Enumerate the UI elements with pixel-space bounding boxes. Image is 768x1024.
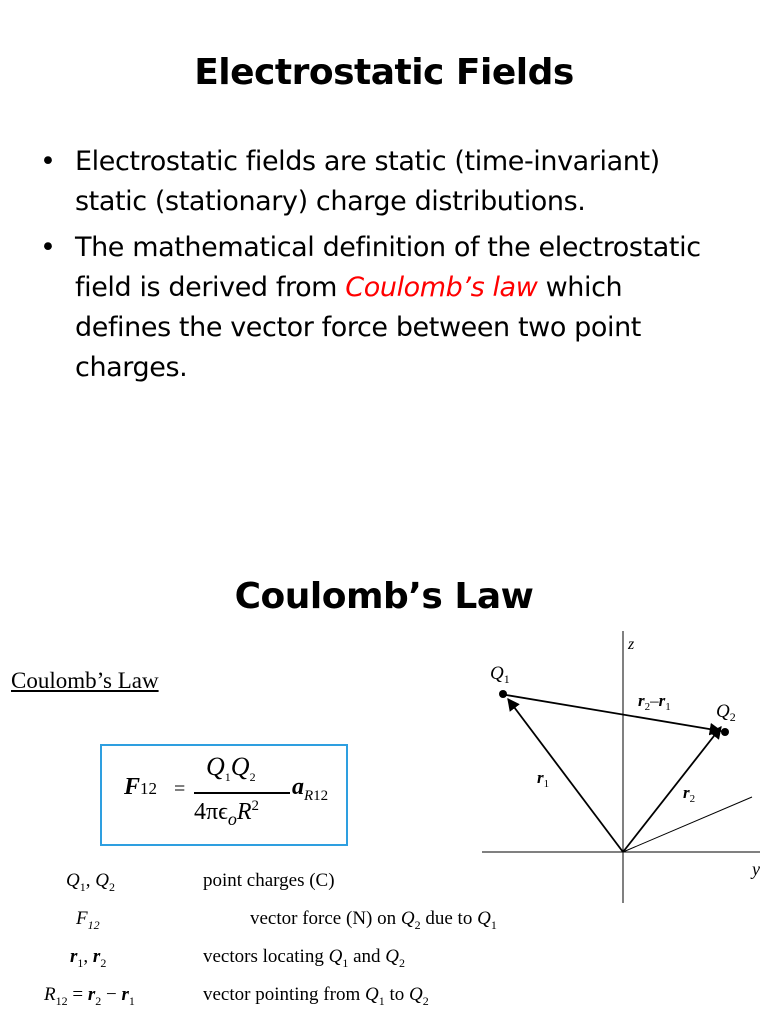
slide-title: Electrostatic Fields — [194, 52, 574, 93]
x-axis — [623, 797, 752, 852]
bullet-text: Electrostatic fields are static (time-invariant) static (stationary) charge distributions. — [75, 146, 660, 217]
symbol: $F_{12}$ — [76, 908, 100, 932]
bullet-icon: • — [40, 146, 56, 177]
bullet-item — [40, 142, 720, 222]
bullet-text-end: which defines the vector force between two point charges. — [75, 272, 641, 383]
desc-part: and — [348, 946, 386, 967]
q1-label: $Q_1$ — [490, 663, 510, 686]
formula-lhs: F12 — [124, 774, 158, 800]
symbol: $r_1$, $r_2$ — [70, 946, 107, 970]
symbol-description: vector pointing from $Q_1$ to $Q_2$ — [203, 984, 429, 1008]
z-axis-label: z — [628, 636, 635, 653]
formula-box — [100, 744, 348, 846]
slide-title: Coulomb’s Law — [234, 576, 534, 617]
symbol: $R_{12} = r_2 - r_1$ — [44, 984, 135, 1008]
formula-denominator: $4\pi\epsilon_oR^2$ — [194, 798, 260, 829]
vector-diagram — [470, 625, 768, 915]
fraction-bar — [194, 792, 290, 794]
symbol-description: vector force (N) on $Q_2$ due to $Q_1$ — [250, 908, 497, 932]
y-axis-label: y — [752, 859, 760, 879]
symbol-description: vectors locating $Q_1$ and $Q_2$ — [203, 946, 405, 970]
desc-part: vector force (N) on — [250, 908, 401, 929]
desc-part: to — [384, 984, 410, 1005]
symbol: $Q_1$, $Q_2$ — [66, 870, 115, 894]
symbol-description: point charges (C) — [203, 870, 335, 891]
bullet-icon: • — [40, 232, 56, 263]
coulombs-law-highlight: Coulomb’s law — [345, 272, 538, 303]
r2-label: $r_2$ — [683, 783, 696, 805]
bullet-text-start: The mathematical definition of the electrostatic field is derived from — [75, 232, 701, 303]
bullet-text — [75, 232, 701, 383]
desc-part: due to — [420, 908, 478, 929]
figure-heading: Coulomb’s Law — [11, 668, 159, 693]
bullet-item — [40, 228, 720, 388]
charge-q2-point — [721, 728, 729, 736]
desc-part: vector pointing from — [203, 984, 365, 1005]
bullet-list — [40, 142, 720, 394]
formula-numerator: $Q_1Q_2$ — [206, 752, 256, 785]
charge-q1-point — [499, 690, 507, 698]
vector-r1 — [508, 699, 623, 852]
q2-label: $Q_2$ — [716, 701, 736, 724]
r2-minus-r1-label: $r_2-r_1$ — [638, 691, 671, 713]
vector-r2-minus-r1 — [506, 695, 721, 731]
formula-equals: = — [174, 778, 186, 800]
desc-part: vectors locating — [203, 946, 329, 967]
vector-r2 — [623, 727, 721, 852]
r1-label: $r_1$ — [537, 768, 550, 790]
formula-unit-vector: $a_{R12}$ — [292, 774, 329, 804]
